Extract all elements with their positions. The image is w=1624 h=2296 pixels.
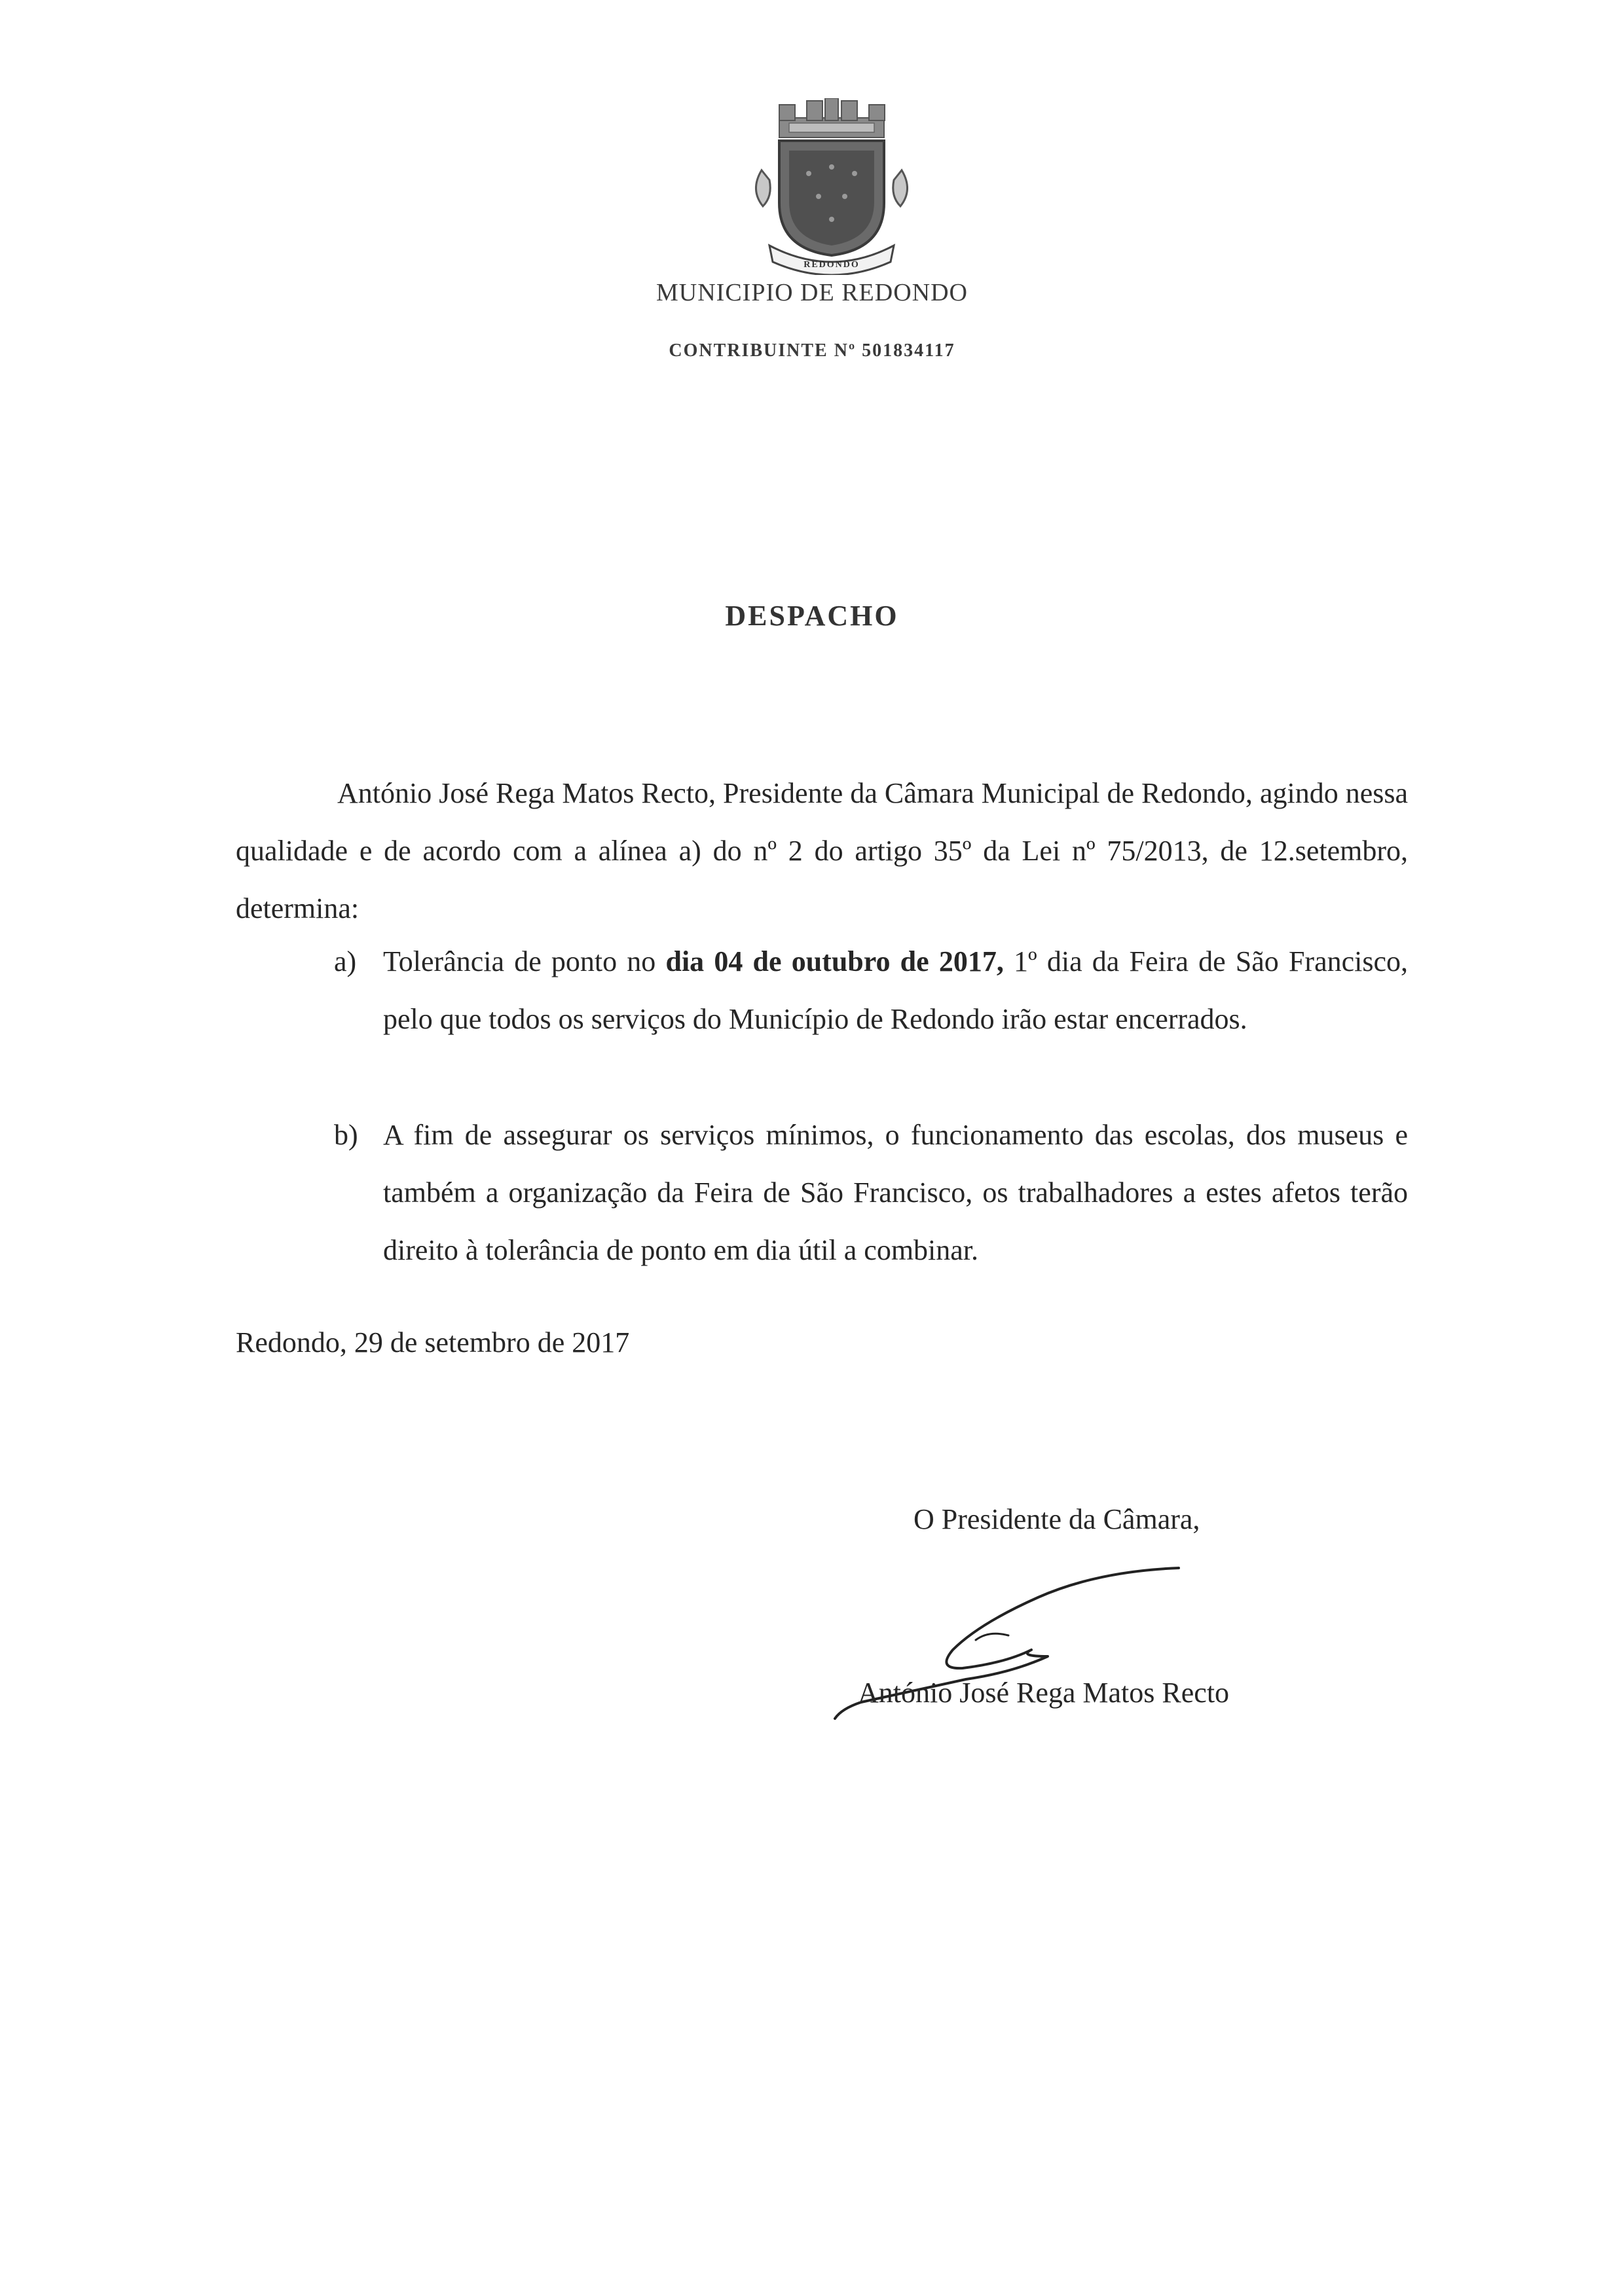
signer-name: António José Rega Matos Recto <box>858 1677 1230 1709</box>
tax-id: CONTRIBUINTE Nº 501834117 <box>669 340 955 361</box>
list-item-letter: b) <box>334 1119 358 1151</box>
document-title: DESPACHO <box>725 600 899 632</box>
municipality-name: MUNICIPIO DE REDONDO <box>656 279 968 306</box>
closing-title: O Presidente da Câmara, <box>913 1503 1200 1535</box>
list-item-b <box>334 1106 1408 1279</box>
highlighted-date: dia 04 de outubro de 2017, <box>665 945 1004 977</box>
list-item-letter: a) <box>334 945 357 977</box>
intro-paragraph: António José Rega Matos Recto, Presidente da Câmara Municipal de Redondo, agindo nessa qualidade e de acordo com a alínea a) do nº 2 do artigo 35º da Lei nº 75/2013, de 12.setembro, determina: <box>236 777 1408 924</box>
place-and-date: Redondo, 29 de setembro de 2017 <box>236 1326 630 1358</box>
svg-text:REDONDO: REDONDO <box>803 260 860 270</box>
list-item-text: Tolerância de ponto no dia 04 de outubro de 2017, 1º dia da Feira de São Francisco, pelo que todos os serviços do Município de Redondo irão estar encerrados. <box>383 945 1409 1035</box>
list-item-text: A fim de assegurar os serviços mínimos, o funcionamento das escolas, dos museus e também a organização da Feira de São Francisco, os trabalhadores a estes afetos terão direito à tolerância de ponto em dia útil a combinar. <box>383 1119 1408 1266</box>
municipal-crest-logo <box>743 98 920 275</box>
list-item-a <box>334 933 1408 1048</box>
